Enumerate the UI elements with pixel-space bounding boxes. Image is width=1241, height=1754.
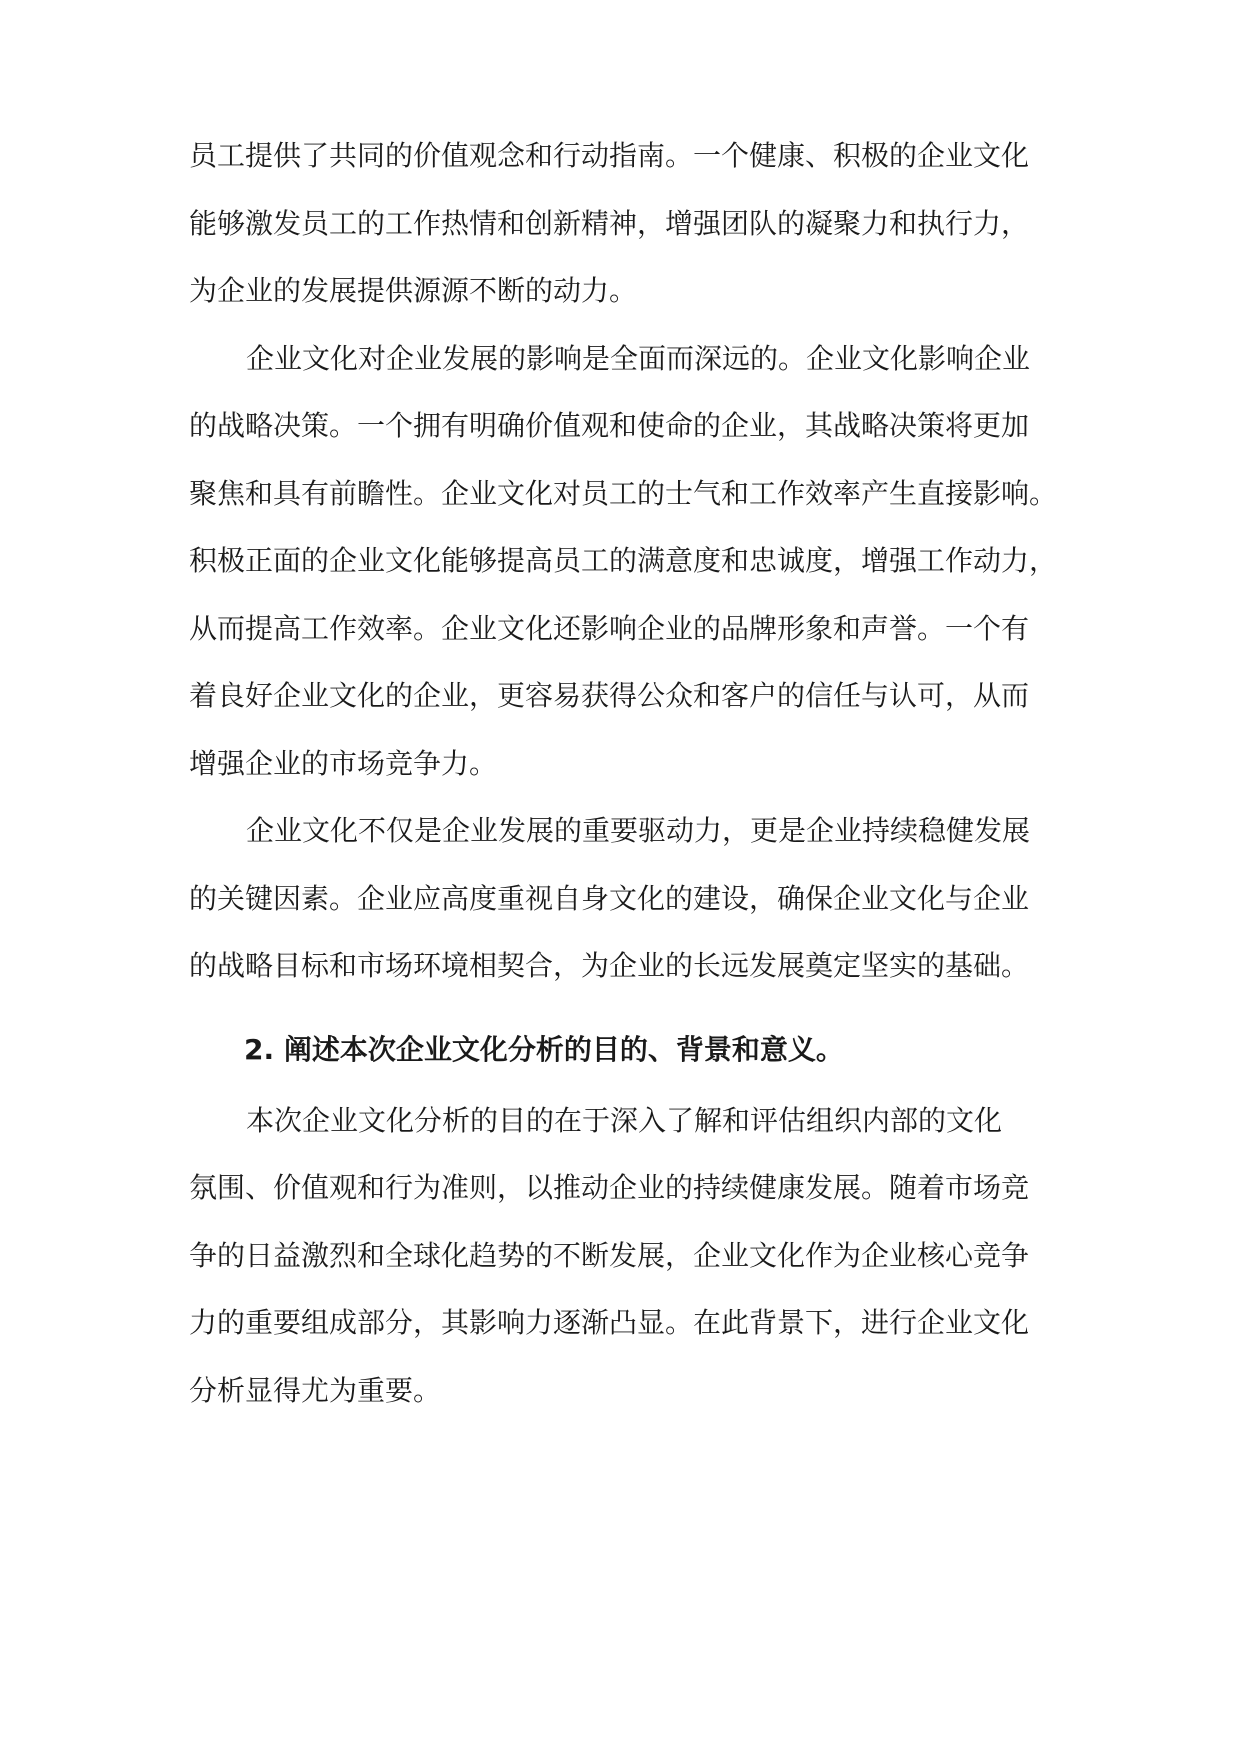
- paragraph-line: 力的重要组成部分，其影响力逐渐凸显。在此背景下，进行企业文化: [189, 1306, 1030, 1339]
- section-heading: 2. 阐述本次企业文化分析的目的、背景和意义。: [244, 1033, 844, 1066]
- paragraph-line: 本次企业文化分析的目的在于深入了解和评估组织内部的文化: [246, 1104, 1003, 1137]
- paragraph-line: 能够激发员工的工作热情和创新精神，增强团队的凝聚力和执行力，: [189, 207, 1030, 240]
- paragraph-line: 从而提高工作效率。企业文化还影响企业的品牌形象和声誉。一个有: [189, 612, 1030, 645]
- paragraph-line: 的战略决策。一个拥有明确价值观和使命的企业，其战略决策将更加: [189, 409, 1030, 442]
- paragraph-line: 的关键因素。企业应高度重视自身文化的建设，确保企业文化与企业: [189, 882, 1030, 915]
- paragraph-line: 氛围、价值观和行为准则，以推动企业的持续健康发展。随着市场竞: [189, 1171, 1030, 1204]
- paragraph-line: 为企业的发展提供源源不断的动力。: [189, 274, 638, 307]
- paragraph-line: 积极正面的企业文化能够提高员工的满意度和忠诚度，增强工作动力，: [189, 544, 1058, 577]
- paragraph-line: 企业文化对企业发展的影响是全面而深远的。企业文化影响企业: [246, 342, 1031, 375]
- paragraph-line: 分析显得尤为重要。: [189, 1374, 442, 1407]
- paragraph-line: 聚焦和具有前瞻性。企业文化对员工的士气和工作效率产生直接影响。: [189, 477, 1058, 510]
- paragraph-line: 的战略目标和市场环境相契合，为企业的长远发展奠定坚实的基础。: [189, 949, 1030, 982]
- paragraph-line: 增强企业的市场竞争力。: [189, 747, 498, 780]
- paragraph-line: 企业文化不仅是企业发展的重要驱动力，更是企业持续稳健发展: [246, 814, 1031, 847]
- paragraph-line: 员工提供了共同的价值观念和行动指南。一个健康、积极的企业文化: [189, 139, 1030, 172]
- paragraph-line: 争的日益激烈和全球化趋势的不断发展，企业文化作为企业核心竞争: [189, 1239, 1030, 1272]
- paragraph-line: 着良好企业文化的企业，更容易获得公众和客户的信任与认可，从而: [189, 679, 1030, 712]
